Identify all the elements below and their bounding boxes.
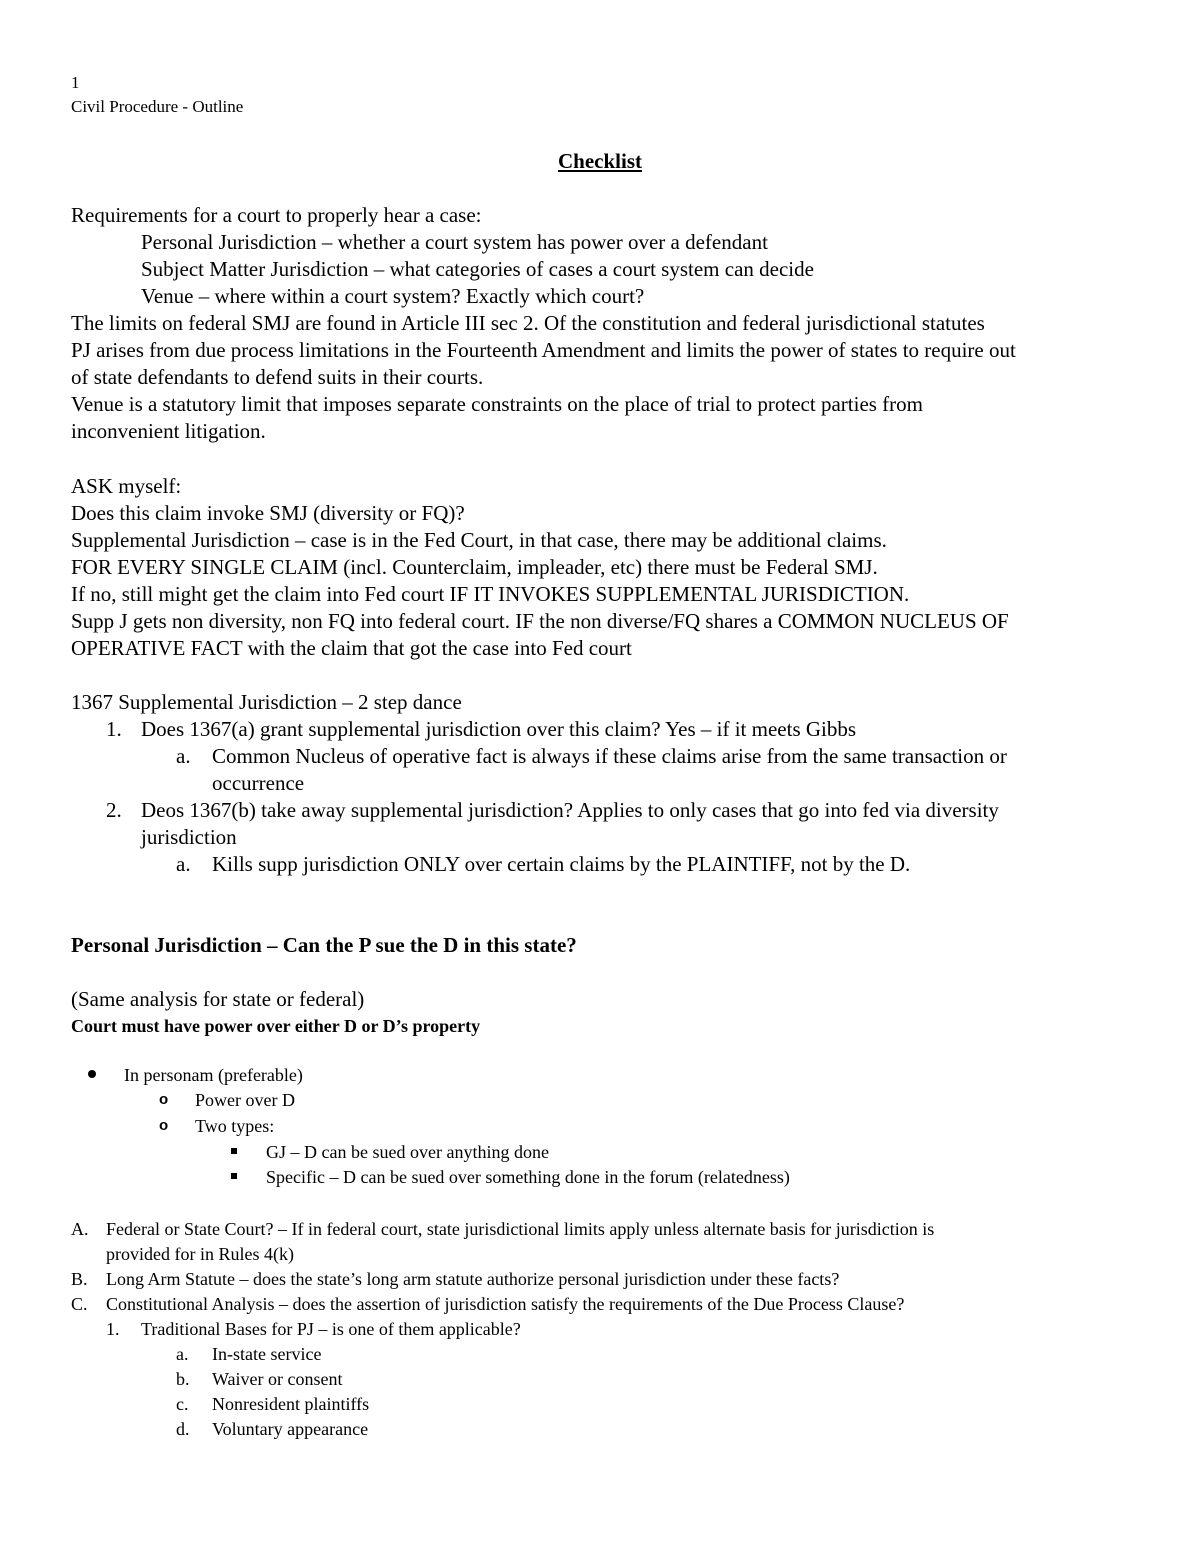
pj-paragraph-line: of state defendants to defend suits in their courts.: [71, 365, 484, 389]
s1367-step: jurisdiction: [141, 825, 237, 849]
pj-paragraph-line: PJ arises from due process limitations in the Fourteenth Amendment and limits the power of states to require out: [71, 338, 1016, 362]
smj-paragraph: The limits on federal SMJ are found in Article III sec 2. Of the constitution and federal jurisdictional statutes: [71, 311, 985, 335]
ask-line: OPERATIVE FACT with the claim that got the case into Fed court: [71, 636, 632, 660]
traditional-basis: Voluntary appearance: [212, 1419, 369, 1439]
pj-power-note: Court must have power over either D or D’s property: [71, 1016, 481, 1036]
bullet-circle-icon: o: [159, 1117, 169, 1134]
bullet-square-icon: [231, 1148, 237, 1154]
traditional-basis: Nonresident plaintiffs: [212, 1394, 370, 1414]
traditional-basis: Waiver or consent: [212, 1369, 343, 1389]
list-letter: B.: [71, 1269, 88, 1289]
list-letter: a.: [176, 1344, 189, 1364]
analysis-item: Federal or State Court? – If in federal court, state jurisdictional limits apply unless alternate basis for jurisdiction is: [106, 1219, 935, 1239]
venue-paragraph-line: inconvenient litigation.: [71, 419, 266, 443]
list-number: 1.: [106, 1319, 120, 1339]
pj-general: GJ – D can be sued over anything done: [266, 1142, 549, 1162]
ask-line: If no, still might get the claim into Fed court IF IT INVOKES SUPPLEMENTAL JURISDICTION.: [71, 582, 910, 606]
list-number: 1.: [106, 717, 122, 741]
pj-same-analysis: (Same analysis for state or federal): [71, 987, 365, 1011]
requirement-item: Personal Jurisdiction – whether a court system has power over a defendant: [141, 230, 768, 254]
pj-specific: Specific – D can be sued over something done in the forum (relatedness): [266, 1167, 790, 1187]
venue-paragraph-line: Venue is a statutory limit that imposes separate constraints on the place of trial to protect parties from: [71, 392, 924, 416]
analysis-subitem: Traditional Bases for PJ – is one of them applicable?: [141, 1319, 521, 1339]
ask-line: Supplemental Jurisdiction – case is in the Fed Court, in that case, there may be additional claims.: [71, 528, 887, 552]
list-letter: d.: [176, 1419, 190, 1439]
pj-heading: Personal Jurisdiction – Can the P sue the D in this state?: [71, 933, 577, 957]
ask-line: FOR EVERY SINGLE CLAIM (incl. Counterclaim, impleader, etc) there must be Federal SMJ.: [71, 555, 878, 579]
list-number: 2.: [106, 798, 122, 822]
traditional-basis: In-state service: [212, 1344, 322, 1364]
page-number: 1: [71, 73, 80, 92]
s1367-substep: Kills supp jurisdiction ONLY over certain claims by the PLAINTIFF, not by the D.: [212, 852, 911, 876]
analysis-item: Long Arm Statute – does the state’s long arm statute authorize personal jurisdiction under these facts?: [106, 1269, 840, 1289]
requirements-intro: Requirements for a court to properly hear a case:: [71, 203, 482, 227]
s1367-step: Deos 1367(b) take away supplemental jurisdiction? Applies to only cases that go into fed via diversity: [141, 798, 999, 822]
pj-two-types: Two types:: [195, 1116, 275, 1136]
checklist-title: Checklist: [558, 149, 642, 173]
pj-in-personam: In personam (preferable): [124, 1065, 303, 1085]
analysis-item: provided for in Rules 4(k): [106, 1244, 294, 1264]
list-letter: c.: [176, 1394, 189, 1414]
s1367-substep: Common Nucleus of operative fact is always if these claims arise from the same transaction or: [212, 744, 1007, 768]
bullet-circle-icon: o: [159, 1091, 169, 1108]
ask-heading: ASK myself:: [71, 474, 182, 498]
requirement-item: Venue – where within a court system? Exactly which court?: [141, 284, 645, 308]
list-letter: b.: [176, 1369, 190, 1389]
s1367-step: Does 1367(a) grant supplemental jurisdiction over this claim? Yes – if it meets Gibbs: [141, 717, 857, 741]
list-letter: a.: [176, 744, 191, 768]
s1367-heading: 1367 Supplemental Jurisdiction – 2 step dance: [71, 690, 462, 714]
s1367-substep: occurrence: [212, 771, 305, 795]
ask-line: Does this claim invoke SMJ (diversity or FQ)?: [71, 501, 465, 525]
analysis-item: Constitutional Analysis – does the assertion of jurisdiction satisfy the requirements of the Due Process Clause?: [106, 1294, 905, 1314]
running-title: Civil Procedure - Outline: [71, 97, 244, 116]
requirement-item: Subject Matter Jurisdiction – what categories of cases a court system can decide: [141, 257, 814, 281]
list-letter: a.: [176, 852, 191, 876]
bullet-disc-icon: [88, 1070, 96, 1078]
bullet-square-icon: [231, 1173, 237, 1179]
ask-line: Supp J gets non diversity, non FQ into federal court. IF the non diverse/FQ shares a COMMON NUCLEUS OF: [71, 609, 1009, 633]
list-letter: C.: [71, 1294, 88, 1314]
pj-power-over-d: Power over D: [195, 1090, 295, 1110]
list-letter: A.: [71, 1219, 89, 1239]
